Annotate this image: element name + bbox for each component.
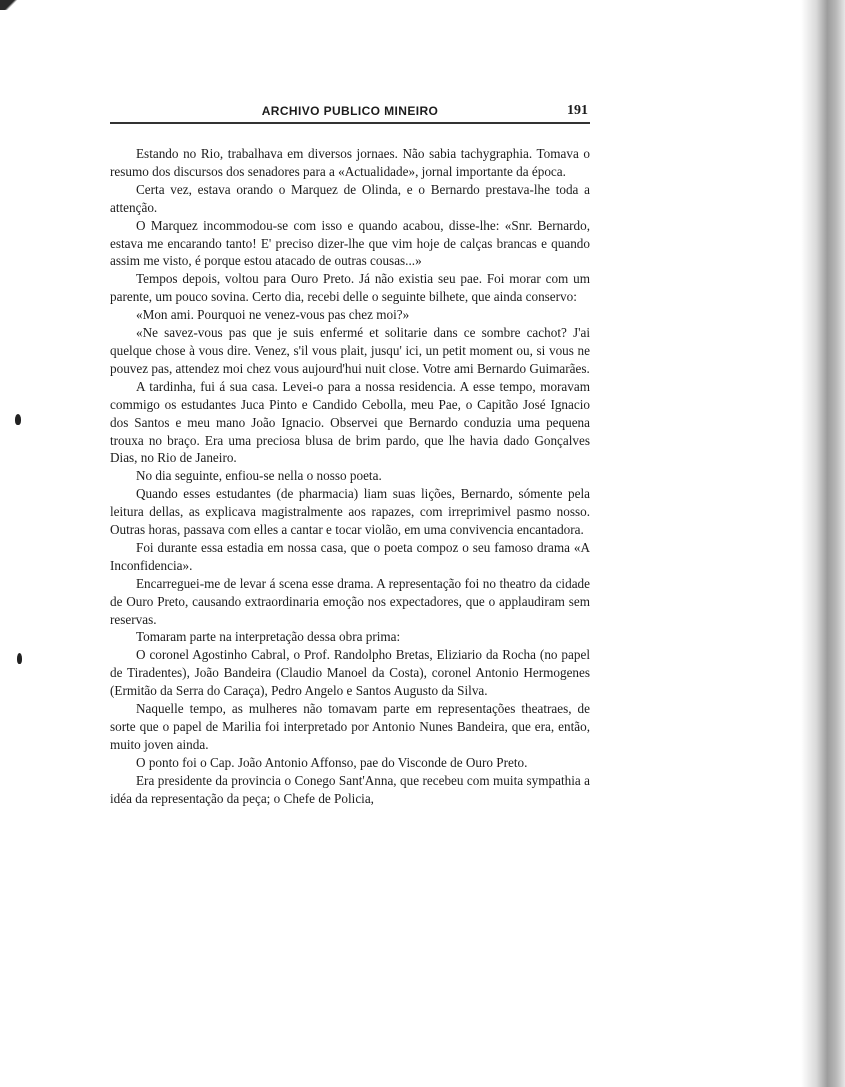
paragraph: O ponto foi o Cap. João Antonio Affonso, pae do Visconde de Ouro Preto. — [136, 754, 528, 770]
paragraph: Certa vez, estava orando o Marquez de Olinda, e o Bernardo prestava-lhe toda a attenção. — [110, 181, 590, 215]
paragraph: Era presidente da provincia o Conego Sant'Anna, que recebeu com muita sympathia a idéa da representação da peça; o Chefe de Policia, — [110, 772, 590, 806]
running-header — [110, 100, 590, 124]
page-number: 191 — [567, 103, 588, 118]
paragraph: «Ne savez-vous pas que je suis enfermé et solitarie dans ce sombre cachot? J'ai quelque chose à vous dire. Venez, s'il vous plait, jusqu' ici, un petit moment ou, si vous ne pouvez pas, attendez moi chez vous aujourd'hui nuit close. Votre ami Bernardo Guimarães. — [110, 325, 590, 376]
paragraph: Tomaram parte na interpretação dessa obra prima: — [136, 629, 401, 645]
paragraph: O Marquez incommodou-se com isso e quando acabou, disse-lhe: «Snr. Bernardo, estava me encarando tanto! E' preciso dizer-lhe que vim hoje de calças brancas e quando assim me visto, é porque estou atacado de outras cousas...» — [110, 217, 590, 269]
margin-ink-mark — [15, 414, 21, 425]
paragraph: O coronel Agostinho Cabral, o Prof. Randolpho Bretas, Eliziario da Rocha (no papel de Tiradentes), João Bandeira (Claudio Manoel da Costa), coronel Antonio Hermogenes (Ermitão da Serra do Caraça), Pedro Angelo e Santos Augusto da Silva. — [110, 647, 590, 699]
document-page — [110, 100, 590, 808]
paragraph: Estando no Rio, trabalhava em diversos jornaes. Não sabia tachygraphia. Tomava o resumo dos discursos dos senadores para a «Actualidade», jornal importante da época. — [110, 146, 590, 179]
paragraph: Tempos depois, voltou para Ouro Preto. Já não existia seu pae. Foi morar com um parente, um pouco sovina. Certo dia, recebi delle o seguinte bilhete, que ainda conservo: — [110, 271, 590, 305]
page-edge-shadow — [801, 0, 845, 1087]
paragraph: Naquelle tempo, as mulheres não tomavam parte em representações theatraes, de sorte que o papel de Marilia foi interpretado por Antonio Nunes Bandeira, que era, então, muito joven ainda. — [110, 701, 590, 752]
body-text — [110, 145, 590, 808]
paragraph: «Mon ami. Pourquoi ne venez-vous pas chez moi?» — [136, 307, 410, 323]
paragraph: Encarreguei-me de levar á scena esse drama. A representação foi no theatro da cidade de Ouro Preto, causando extraordinaria emoção nos expectadores, que o applaudiram sem reservas. — [110, 575, 590, 627]
margin-ink-mark — [17, 653, 22, 664]
running-title: ARCHIVO PUBLICO MINEIRO — [261, 104, 439, 118]
paragraph: Quando esses estudantes (de pharmacia) liam suas lições, Bernardo, sómente pela leitura dellas, as explicava magistralmente aos rapazes, com irreprimivel pasmo nosso. Outras horas, passava com elles a cantar e tocar violão, em uma convivencia encantadora. — [110, 486, 590, 538]
paragraph: Foi durante essa estadia em nossa casa, que o poeta compoz o seu famoso drama «A Inconfidencia». — [110, 539, 590, 573]
paragraph: No dia seguinte, enfiou-se nella o nosso poeta. — [136, 468, 382, 484]
corner-ink-mark — [0, 0, 22, 10]
paragraph: A tardinha, fui á sua casa. Levei-o para a nossa residencia. A esse tempo, moravam commigo os estudantes Juca Pinto e Candido Cebolla, meu Pae, o Capitão José Ignacio dos Santos e meu mano João Ignacio. Observei que Bernardo conduzia uma pequena trouxa no braço. Era uma preciosa blusa de brim pardo, que lhe havia dado Gonçalves Dias, no Rio de Janeiro. — [110, 378, 590, 466]
